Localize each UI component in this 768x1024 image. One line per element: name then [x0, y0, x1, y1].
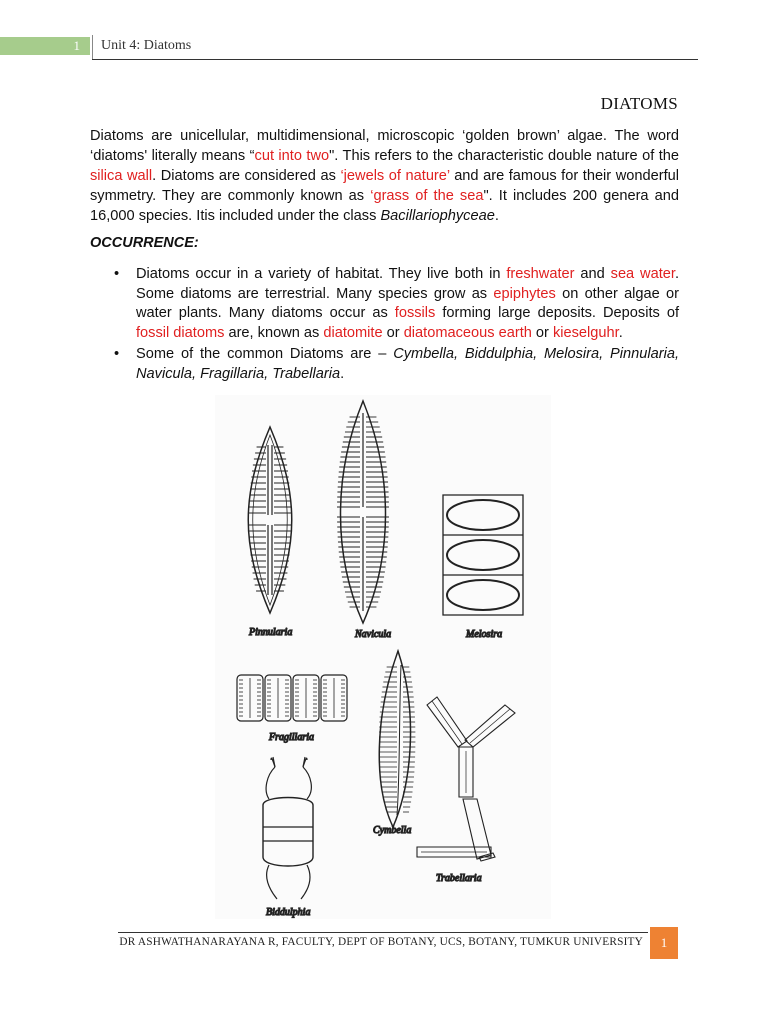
list-item: • Some of the common Diatoms are – Cymbella, Biddulphia, Melosira, Pinnularia, Navicula, Fragillaria, Trabellaria.	[114, 346, 679, 382]
label-trabellaria: Trabellaria	[436, 873, 482, 884]
term-jewels-of-nature: ‘jewels of nature’	[340, 168, 450, 184]
term-diatomaceous-earth: diatomaceous earth	[403, 324, 532, 341]
page-title: DIATOMS	[600, 94, 678, 113]
label-biddulphia: Biddulphia	[266, 907, 311, 918]
intro-text-3: . Diatoms are considered as	[152, 168, 341, 184]
intro-text-4: and are famous for their wonderful symmetry. They are commonly known as	[90, 168, 680, 204]
header-rule	[92, 59, 698, 60]
intro-text-5: ". It includes 200 genera and 16,000 species. Itis included under the class	[90, 188, 679, 224]
intro-text-1: Diatoms are unicellular, multidimensional, microscopic ‘golden brown’ algae. The word ‘diatoms' literally means “	[90, 128, 679, 164]
label-navicula: Navicula	[355, 629, 392, 640]
intro-text-2: ". This refers to the characteristic double nature of the	[329, 148, 679, 164]
diatoms-figure	[215, 395, 551, 919]
footer-rule	[118, 932, 648, 933]
term-fossils: fossils	[394, 305, 436, 321]
term-epiphytes: epiphytes	[493, 285, 556, 302]
term-kieselguhr: kieselguhr	[552, 324, 619, 341]
term-sea-water: sea water	[610, 266, 675, 282]
footer-text: DR ASHWATHANARAYANA R, FACULTY, DEPT OF BOTANY, UCS, BOTANY, TUMKUR UNIVERSITY	[119, 936, 643, 948]
term-silica-wall: silica wall	[90, 168, 153, 184]
term-fossil-diatoms: fossil diatoms	[136, 324, 225, 341]
occurrence-list	[90, 265, 679, 386]
intro-text-6: .	[494, 208, 499, 224]
header-page-number: 1	[0, 37, 90, 55]
header-divider	[92, 35, 93, 59]
label-melosira: Melosira	[466, 629, 503, 640]
intro-paragraph	[90, 126, 679, 226]
term-cut-into-two: cut into two	[254, 148, 330, 164]
list-item: • Diatoms occur in a variety of habitat. They live both in freshwater and sea water. Some diatoms are terrestrial. Many species grow as epiphytes on other algae or water plants. Many diatoms occur as fossils forming large deposits. Deposits of fossil diatoms are, known as diatomite or diatomaceous earth or kieselguhr.	[114, 266, 680, 341]
bullet-marker: •	[114, 346, 120, 362]
footer-page-number: 1	[650, 927, 678, 959]
label-fragillaria: Fragillaria	[269, 732, 315, 743]
occurrence-heading: OCCURRENCE:	[90, 235, 199, 251]
label-pinnularia: Pinnularia	[249, 627, 293, 638]
header-title: Unit 4: Diatoms	[101, 38, 192, 53]
class-name: Bacillariophyceae	[380, 208, 495, 224]
label-cymbella: Cymbella	[373, 825, 412, 836]
genera-list: Cymbella, Biddulphia, Melosira, Pinnularia, Navicula, Fragillaria, Trabellaria	[136, 346, 679, 382]
bullet-marker: •	[114, 266, 120, 282]
term-diatomite: diatomite	[323, 324, 383, 341]
term-freshwater: freshwater	[506, 266, 575, 282]
term-grass-of-the-sea: ‘grass of the sea	[370, 188, 484, 204]
